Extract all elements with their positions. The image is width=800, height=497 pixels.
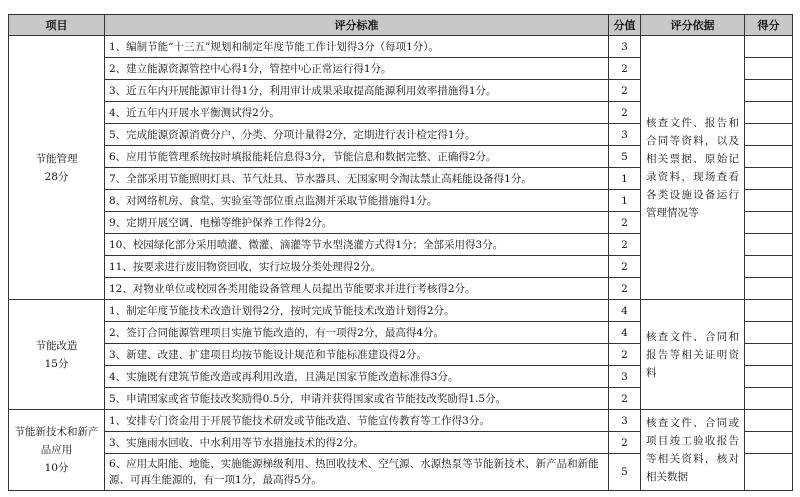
- criteria-cell: 1、安排专门资金用于开展节能技术研发或节能改造、节能宣传教育等工作得3分。: [105, 410, 609, 432]
- criteria-cell: 10、校园绿化部分采用喷灌、微灌、滴灌等节水型浇灌方式得1分；全部采用得3分。: [105, 234, 609, 256]
- score-cell: 2: [609, 278, 641, 300]
- criteria-cell: 3、新建、改建、扩建项目均按节能设计规范和节能标准建设得2分。: [105, 344, 609, 366]
- got-cell[interactable]: [745, 278, 793, 300]
- score-cell: 3: [609, 124, 641, 146]
- table-row: [9, 36, 793, 58]
- header-item: 项目: [9, 15, 105, 36]
- criteria-cell: 6、应用节能管理系统按时填报能耗信息得3分，节能信息和数据完整、正确得2分。: [105, 146, 609, 168]
- category-cell-new-tech: [9, 410, 105, 491]
- criteria-cell: 12、对物业单位或校园各类用能设备管理人员提出节能要求并进行考核得2分。: [105, 278, 609, 300]
- got-cell[interactable]: [745, 366, 793, 388]
- criteria-cell: 4、实施既有建筑节能改造或再利用改造，且满足国家节能改造标准得3分。: [105, 366, 609, 388]
- criteria-cell: 6、应用太阳能、地能、实施能源梯级利用、热回收技术、空气源、水源热泵等节能新技术、新产品和新能源、可再生能源的，有一项1分，最高得5分。: [105, 454, 609, 491]
- score-cell: 5: [609, 454, 641, 491]
- category-name: 节能改造: [35, 339, 78, 352]
- got-cell[interactable]: [745, 344, 793, 366]
- score-cell: 2: [609, 80, 641, 102]
- score-cell: 1: [609, 190, 641, 212]
- category-cell-energy-management: [9, 36, 105, 300]
- got-cell[interactable]: [745, 322, 793, 344]
- category-name: 节能新技术和新产品应用: [14, 426, 99, 456]
- got-cell[interactable]: [745, 256, 793, 278]
- got-cell[interactable]: [745, 58, 793, 80]
- criteria-cell: 2、签订合同能源管理项目实施节能改造的，有一项得2分，最高得4分。: [105, 322, 609, 344]
- criteria-cell: 7、全部采用节能照明灯具、节气灶具、节水器具、无国家明令淘汰禁止高耗能设备得1分。: [105, 168, 609, 190]
- score-cell: 2: [609, 344, 641, 366]
- criteria-cell: 1、编制节能“十三五”规划和制定年度节能工作计划得3分（每项1分）。: [105, 36, 609, 58]
- header-row: [9, 15, 793, 36]
- score-cell: 2: [609, 256, 641, 278]
- criteria-cell: 9、定期开展空调、电梯等维护保养工作得2分。: [105, 212, 609, 234]
- got-cell[interactable]: [745, 168, 793, 190]
- score-cell: 2: [609, 432, 641, 454]
- basis-cell: 核查文件、报告和合同等资料，以及相关票据、原始记录资料，现场查看各类设施设备运行管理情况等: [641, 36, 745, 300]
- got-cell[interactable]: [745, 36, 793, 58]
- basis-cell: 核查文件、合同和报告等相关证明资料: [641, 300, 745, 410]
- table-row: [9, 410, 793, 432]
- score-cell: 2: [609, 388, 641, 410]
- criteria-cell: 3、实施雨水回收、中水利用等节水措施技术的得2分。: [105, 432, 609, 454]
- criteria-cell: 5、申请国家或省节能技改奖励得0.5分，申请并获得国家或省节能技改奖励得1.5分。: [105, 388, 609, 410]
- got-cell[interactable]: [745, 146, 793, 168]
- score-cell: 2: [609, 234, 641, 256]
- basis-cell: 核查文件、合同或项目竣工验收报告等相关资料，核对相关数据: [641, 410, 745, 491]
- scoring-table: [8, 14, 793, 491]
- criteria-cell: 8、对网络机房、食堂、实验室等部位重点监测并采取节能措施得1分。: [105, 190, 609, 212]
- header-basis: 评分依据: [641, 15, 745, 36]
- score-cell: 3: [609, 36, 641, 58]
- got-cell[interactable]: [745, 234, 793, 256]
- score-cell: 2: [609, 58, 641, 80]
- criteria-cell: 1、制定年度节能技术改造计划得2分，按时完成节能技术改造计划得2分。: [105, 300, 609, 322]
- criteria-cell: 11、按要求进行废旧物资回收，实行垃圾分类处理得2分。: [105, 256, 609, 278]
- got-cell[interactable]: [745, 190, 793, 212]
- score-cell: 4: [609, 322, 641, 344]
- header-score: 分值: [609, 15, 641, 36]
- category-name: 节能管理: [35, 152, 78, 165]
- score-cell: 2: [609, 212, 641, 234]
- header-got: 得分: [745, 15, 793, 36]
- score-cell: 2: [609, 102, 641, 124]
- category-points: 15分: [44, 357, 69, 370]
- category-points: 10分: [44, 462, 69, 474]
- category-cell-energy-retrofit: [9, 300, 105, 410]
- score-cell: 3: [609, 410, 641, 432]
- table-row: [9, 300, 793, 322]
- criteria-cell: 2、建立能源资源管控中心得1分，管控中心正常运行得1分。: [105, 58, 609, 80]
- header-criteria: 评分标准: [105, 15, 609, 36]
- got-cell[interactable]: [745, 454, 793, 491]
- got-cell[interactable]: [745, 300, 793, 322]
- score-cell: 5: [609, 146, 641, 168]
- got-cell[interactable]: [745, 432, 793, 454]
- score-cell: 1: [609, 168, 641, 190]
- score-cell: 4: [609, 300, 641, 322]
- category-points: 28分: [44, 170, 69, 183]
- got-cell[interactable]: [745, 124, 793, 146]
- got-cell[interactable]: [745, 102, 793, 124]
- got-cell[interactable]: [745, 80, 793, 102]
- got-cell[interactable]: [745, 388, 793, 410]
- criteria-cell: 4、近五年内开展水平衡测试得2分。: [105, 102, 609, 124]
- criteria-cell: 3、近五年内开展能源审计得1分，利用审计成果采取提高能源利用效率措施得1分。: [105, 80, 609, 102]
- criteria-cell: 5、完成能源资源消费分户、分类、分项计量得2分，定期进行表计检定得1分。: [105, 124, 609, 146]
- got-cell[interactable]: [745, 212, 793, 234]
- got-cell[interactable]: [745, 410, 793, 432]
- score-cell: 3: [609, 366, 641, 388]
